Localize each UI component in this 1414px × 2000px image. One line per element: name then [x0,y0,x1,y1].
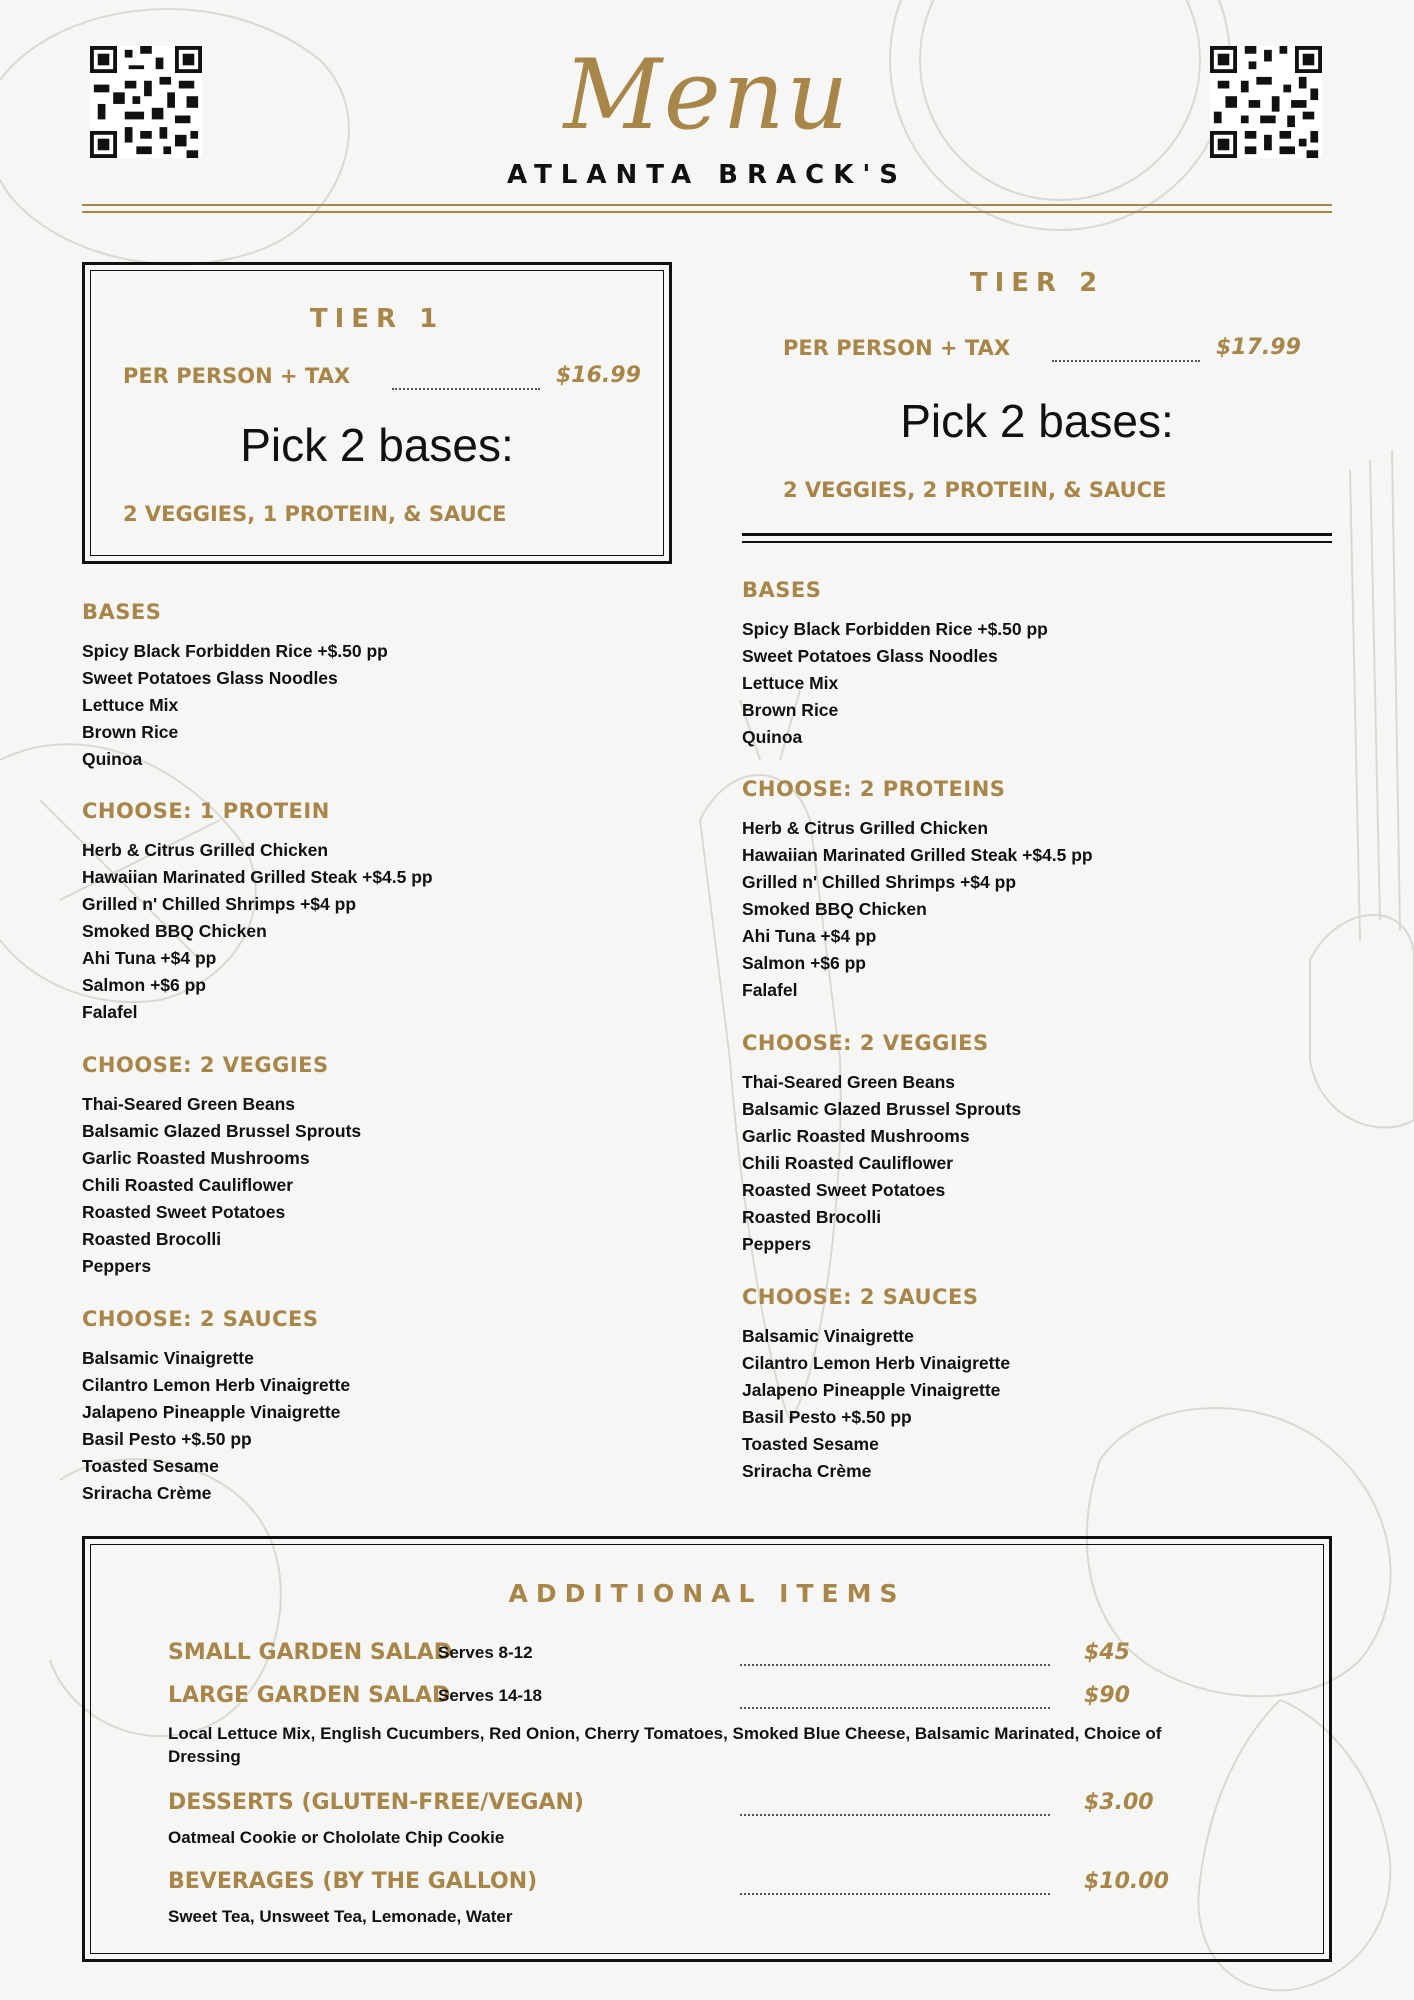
menu-item: Basil Pesto +$.50 pp [742,1407,912,1427]
tier1-veggies-section [82,1053,642,1280]
salad-description: Local Lettuce Mix, English Cucumbers, Red Onion, Cherry Tomatoes, Smoked Blue Cheese, Balsamic Marinated, Choice of Dressing [168,1724,1162,1766]
tier2-protein-section [742,777,1302,1004]
desserts-description: Oatmeal Cookie or Chololate Chip Cookie [168,1828,505,1847]
menu-item: Sriracha Crème [82,1483,212,1503]
tier1-sauces-section [82,1307,642,1507]
menu-item: Jalapeno Pineapple Vinaigrette [742,1380,1001,1400]
menu-item: Cilantro Lemon Herb Vinaigrette [82,1375,351,1395]
menu-item: Ahi Tuna +$4 pp [82,948,217,968]
section-heading: CHOOSE: 2 VEGGIES [82,1053,329,1077]
section-heading: CHOOSE: 2 SAUCES [82,1307,319,1331]
menu-item: Roasted Brocolli [82,1229,222,1249]
menu-item: Thai-Seared Green Beans [82,1094,295,1114]
tier2-veggies-section [742,1031,1302,1258]
small-salad-price: $45 [1084,1640,1130,1665]
menu-item: Herb & Citrus Grilled Chicken [742,818,989,838]
menu-item: Chili Roasted Cauliflower [82,1175,293,1195]
tier2-divider [742,533,1332,536]
menu-item: Cilantro Lemon Herb Vinaigrette [742,1353,1011,1373]
menu-item: Grilled n' Chilled Shrimps +$4 pp [82,894,357,914]
menu-item: Falafel [82,1002,138,1022]
tier2-leader-dots [1052,360,1200,362]
large-salad-name: LARGE GARDEN SALAD [168,1683,451,1708]
tier2-price: $17.99 [1216,335,1301,360]
large-salad-price: $90 [1084,1683,1130,1708]
menu-title: Menu [563,39,851,151]
desserts-name: DESSERTS (GLUTEN-FREE/VEGAN) [168,1790,584,1815]
menu-item: Roasted Sweet Potatoes [742,1180,946,1200]
tier1-bases-section [82,600,642,773]
menu-item: Quinoa [742,727,803,747]
additional-items-title: ADDITIONAL ITEMS [508,1579,906,1608]
menu-item: Peppers [742,1234,812,1254]
section-heading: CHOOSE: 2 VEGGIES [742,1031,989,1055]
menu-item: Hawaiian Marinated Grilled Steak +$4.5 pp [82,867,433,887]
menu-item: Balsamic Vinaigrette [742,1326,914,1346]
restaurant-name: ATLANTA BRACK'S [506,160,908,190]
menu-item: Salmon +$6 pp [742,953,866,973]
menu-item: Salmon +$6 pp [82,975,206,995]
menu-item: Ahi Tuna +$4 pp [742,926,877,946]
tier1-pick-subtext: 2 VEGGIES, 1 PROTEIN, & SAUCE [123,502,507,526]
section-heading: BASES [742,578,822,602]
section-heading: CHOOSE: 2 SAUCES [742,1285,979,1309]
tier2-pick-subtext: 2 VEGGIES, 2 PROTEIN, & SAUCE [783,478,1167,502]
tier2-sauces-section [742,1285,1302,1485]
menu-item: Balsamic Vinaigrette [82,1348,254,1368]
menu-item: Grilled n' Chilled Shrimps +$4 pp [742,872,1017,892]
menu-item: Toasted Sesame [82,1456,219,1476]
menu-item: Brown Rice [742,700,839,720]
header-divider [82,204,1332,206]
tier1-leader-dots [392,388,540,390]
tier2-title: TIER 2 [969,268,1105,298]
menu-item: Sweet Potatoes Glass Noodles [742,646,998,666]
section-heading: BASES [82,600,162,624]
tier1-price: $16.99 [556,363,641,388]
tier2-pick-heading: Pick 2 bases: [900,395,1174,447]
menu-item: Jalapeno Pineapple Vinaigrette [82,1402,341,1422]
menu-item: Roasted Brocolli [742,1207,882,1227]
large-salad-serves: Serves 14-18 [438,1686,542,1705]
menu-item: Smoked BBQ Chicken [742,899,927,919]
menu-item: Falafel [742,980,798,1000]
section-heading: CHOOSE: 1 PROTEIN [82,799,330,823]
menu-item: Thai-Seared Green Beans [742,1072,955,1092]
menu-item: Garlic Roasted Mushrooms [82,1148,310,1168]
beverages-price: $10.00 [1084,1869,1169,1894]
menu-item: Brown Rice [82,722,179,742]
desserts-price: $3.00 [1084,1790,1154,1815]
tier1-pick-heading: Pick 2 bases: [240,419,514,471]
menu-item: Chili Roasted Cauliflower [742,1153,953,1173]
menu-item: Smoked BBQ Chicken [82,921,267,941]
leader-dots [740,1814,1050,1816]
menu-item: Roasted Sweet Potatoes [82,1202,286,1222]
menu-item: Balsamic Glazed Brussel Sprouts [82,1121,362,1141]
tier2-per-person-label: PER PERSON + TAX [783,336,1011,360]
menu-item: Herb & Citrus Grilled Chicken [82,840,329,860]
tier1-protein-section [82,799,642,1026]
section-heading: CHOOSE: 2 PROTEINS [742,777,1006,801]
beverages-name: BEVERAGES (BY THE GALLON) [168,1869,538,1894]
leader-dots [740,1664,1050,1666]
menu-item: Garlic Roasted Mushrooms [742,1126,970,1146]
menu-item: Quinoa [82,749,143,769]
small-salad-serves: Serves 8-12 [438,1643,533,1662]
header-divider [82,211,1332,213]
small-salad-name: SMALL GARDEN SALAD [168,1640,453,1665]
menu-item: Toasted Sesame [742,1434,879,1454]
tier2-divider [742,541,1332,543]
beverages-description: Sweet Tea, Unsweet Tea, Lemonade, Water [168,1907,513,1926]
tier1-per-person-label: PER PERSON + TAX [123,364,351,388]
menu-item: Hawaiian Marinated Grilled Steak +$4.5 pp [742,845,1093,865]
menu-item: Balsamic Glazed Brussel Sprouts [742,1099,1022,1119]
tier1-title: TIER 1 [309,304,445,334]
menu-item: Lettuce Mix [742,673,839,693]
menu-item: Peppers [82,1256,152,1276]
menu-item: Lettuce Mix [82,695,179,715]
menu-item: Basil Pesto +$.50 pp [82,1429,252,1449]
menu-item: Sweet Potatoes Glass Noodles [82,668,338,688]
menu-item: Spicy Black Forbidden Rice +$.50 pp [82,641,388,661]
menu-item: Spicy Black Forbidden Rice +$.50 pp [742,619,1048,639]
leader-dots [740,1707,1050,1709]
tier2-bases-section [742,578,1302,751]
menu-item: Sriracha Crème [742,1461,872,1481]
leader-dots [740,1893,1050,1895]
